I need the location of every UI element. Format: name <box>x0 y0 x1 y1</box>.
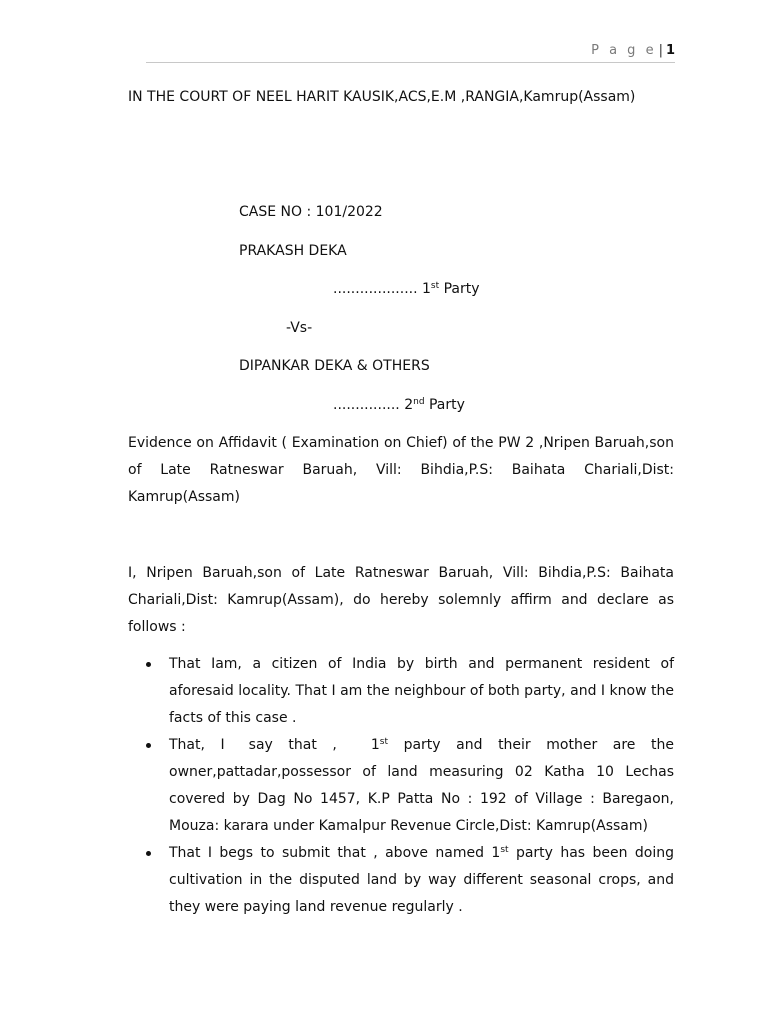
evidence-paragraph: Evidence on Affidavit ( Examination on Chief) of the PW 2 ,Nripen Baruah,son of Late Ratneswar Baruah, Vill: Bihdia,P.S: Baihata Chariali,Dist: Kamrup(Assam) <box>128 435 674 505</box>
first-party-dots: ................... 1 <box>333 281 431 297</box>
first-party-line <box>239 276 480 315</box>
second-party-line <box>239 392 480 431</box>
list-item-text-a: That, I <box>169 737 225 753</box>
case-block <box>239 199 480 430</box>
declaration-list <box>128 651 674 921</box>
list-item-text-b: say that , <box>248 737 337 753</box>
second-party-label: Party <box>424 396 465 413</box>
page-header <box>146 40 675 63</box>
bullet-icon <box>146 743 151 748</box>
affirmation-paragraph: I, Nripen Baruah,son of Late Ratneswar Baruah, Vill: Bihdia,P.S: Baihata Chariali,Dist: Kamrup(Assam), do hereby solemnly affirm and declare as follows : <box>128 565 674 635</box>
second-party-name: DIPANKAR DEKA & OTHERS <box>239 358 430 374</box>
second-party-dots: ............... 2 <box>333 396 414 413</box>
case-number: CASE NO : 101/2022 <box>239 204 383 220</box>
page-number: 1 <box>665 43 675 58</box>
list-item-text-a: That I begs to submit that , above named 1 <box>169 845 501 861</box>
first-party-sup: st <box>430 281 440 291</box>
page-separator: | <box>658 43 663 58</box>
bullet-icon <box>146 851 151 856</box>
list-item <box>128 840 674 921</box>
list-item-number: 1 <box>370 737 380 753</box>
first-party-name: PRAKASH DEKA <box>239 242 347 259</box>
versus: -Vs- <box>286 319 313 336</box>
list-item-sup: st <box>500 845 509 855</box>
page-label: P a g e <box>591 43 657 58</box>
list-item-sup: st <box>379 737 388 747</box>
list-item <box>128 732 674 840</box>
list-item-text-c: party and their mother are the owner,pattadar,possessor of land measuring 02 Katha 10 Lechas covered by Dag No 1457, K.P Patta No : 192 of Village : Baregaon, Mouza: karara under Kamalpur Revenue Circle,Dist: Kamrup(Assam) <box>169 737 674 834</box>
first-party-label: Party <box>439 281 480 297</box>
second-party-sup: nd <box>413 396 425 407</box>
bullet-icon <box>146 662 151 667</box>
court-heading: IN THE COURT OF NEEL HARIT KAUSIK,ACS,E.M ,RANGIA,Kamrup(Assam) <box>128 89 636 105</box>
list-item <box>128 651 674 732</box>
list-item-text: That Iam, a citizen of India by birth and permanent resident of aforesaid locality. That I am the neighbour of both party, and I know the facts of this case . <box>169 656 674 726</box>
list-item-text-b: party has been doing cultivation in the disputed land by way different seasonal crops, and they were paying land revenue regularly . <box>169 845 674 915</box>
